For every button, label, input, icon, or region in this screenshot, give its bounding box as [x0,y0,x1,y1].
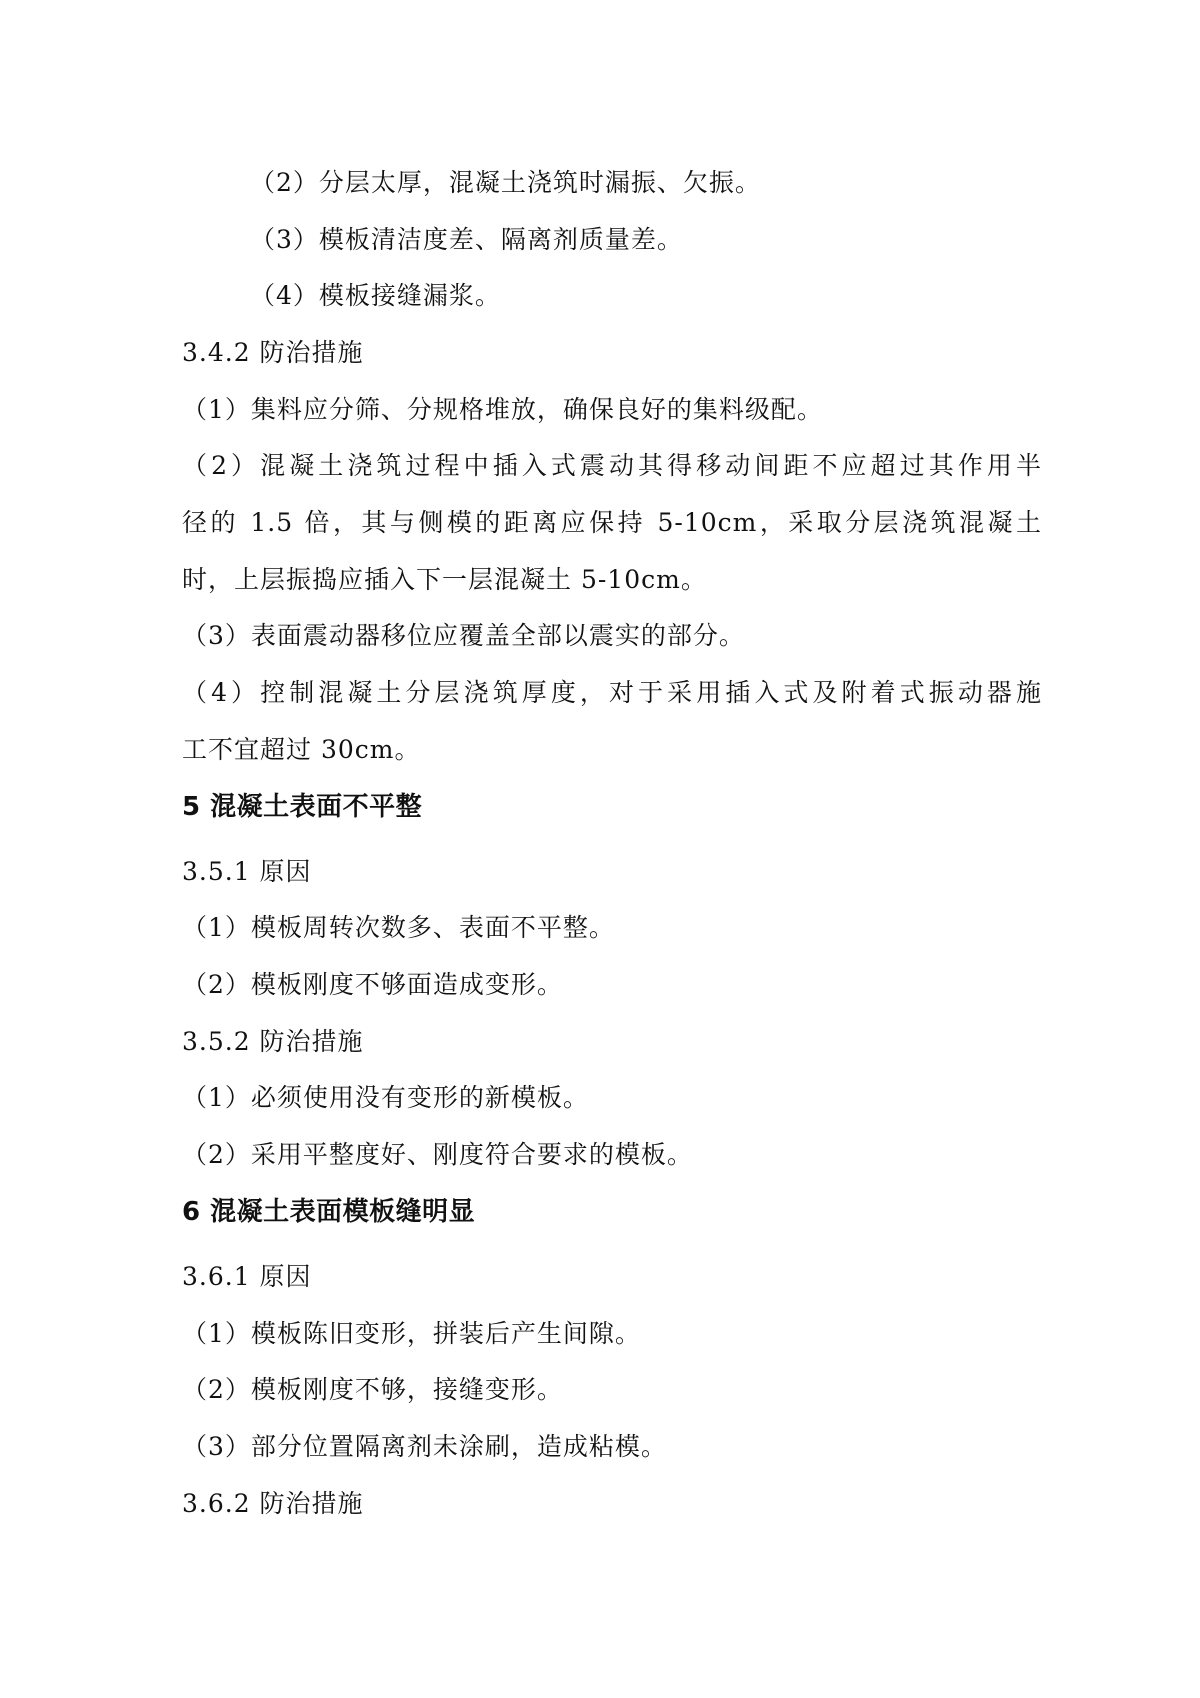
measure-item-2-line-2: 径的 1.5 倍，其与侧模的距离应保持 5-10cm，采取分层浇筑混凝土 [182,508,1042,537]
section-heading-3-5-1: 3.5.1 原因 [182,857,312,886]
section-heading-3-4-2: 3.4.2 防治措施 [182,338,364,367]
measure-item-1: （1）集料应分筛、分规格堆放，确保良好的集料级配。 [182,395,823,424]
section-heading-3-6-1: 3.6.1 原因 [182,1262,312,1291]
cause-5-item-2: （2）模板刚度不够面造成变形。 [182,970,563,999]
measure-item-2-line-1: （2）混凝土浇筑过程中插入式震动其得移动间距不应超过其作用半 [182,451,1042,480]
measure-item-3: （3）表面震动器移位应覆盖全部以震实的部分。 [182,621,745,650]
cause-item-2: （2）分层太厚，混凝土浇筑时漏振、欠振。 [250,168,761,197]
cause-5-item-1: （1）模板周转次数多、表面不平整。 [182,913,615,942]
measure-5-item-1: （1）必须使用没有变形的新模板。 [182,1083,589,1112]
measure-item-4-line-2: 工不宜超过 30cm。 [182,735,421,764]
cause-item-3: （3）模板清洁度差、隔离剂质量差。 [250,225,683,254]
cause-6-item-1: （1）模板陈旧变形，拼装后产生间隙。 [182,1319,641,1348]
section-heading-3-6-2: 3.6.2 防治措施 [182,1489,364,1518]
section-heading-3-5-2: 3.5.2 防治措施 [182,1027,364,1056]
measure-item-4-line-1: （4）控制混凝土分层浇筑厚度，对于采用插入式及附着式振动器施 [182,678,1042,707]
measure-item-2-line-3: 时，上层振捣应插入下一层混凝土 5-10cm。 [182,565,707,594]
section-title-5: 5 混凝土表面不平整 [182,792,423,822]
section-title-6: 6 混凝土表面模板缝明显 [182,1197,476,1227]
cause-6-item-3: （3）部分位置隔离剂未涂刷，造成粘模。 [182,1432,667,1461]
cause-item-4: （4）模板接缝漏浆。 [250,281,501,310]
measure-5-item-2: （2）采用平整度好、刚度符合要求的模板。 [182,1140,693,1169]
cause-6-item-2: （2）模板刚度不够，接缝变形。 [182,1375,563,1404]
